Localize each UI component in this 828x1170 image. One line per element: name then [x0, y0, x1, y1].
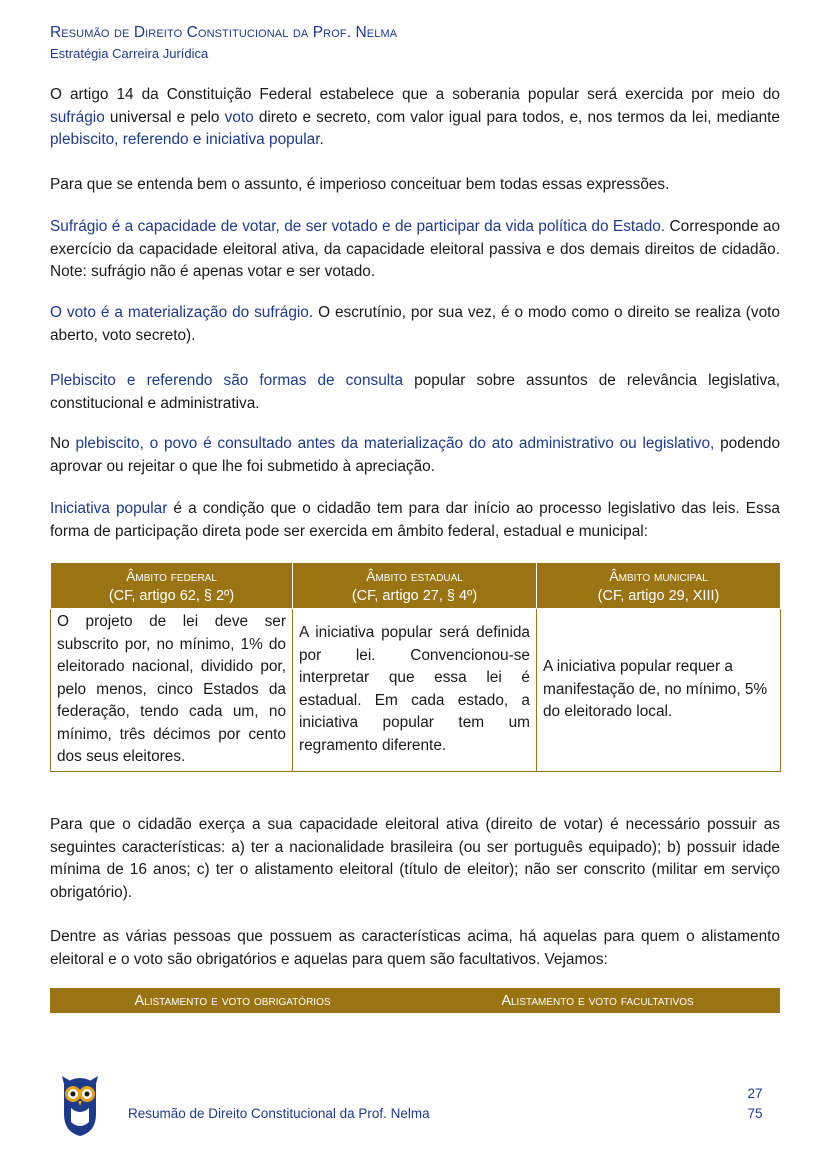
header-title-municipal: Âmbito municipal	[609, 568, 708, 584]
highlight-voto: voto	[224, 108, 254, 126]
header-estadual	[293, 563, 537, 609]
paragraph-sufragio	[50, 216, 780, 284]
header-title: Resumão de Direito Constitucional da Prof. Nelma	[50, 24, 398, 41]
text: podendo aprovar ou rejeitar o que lhe foi submetido à apreciação.	[50, 435, 781, 475]
text: .	[319, 131, 324, 148]
header-subtitle: Estratégia Carreira Jurídica	[50, 46, 209, 61]
paragraph-conceituar: Para que se entenda bem o assunto, é imperioso conceituar bem todas essas expressões.	[50, 176, 670, 193]
paragraph-plebiscito	[50, 433, 780, 478]
header-federal	[51, 563, 293, 609]
text: O artigo 14 da Constituição Federal estabelece que a soberania popular será exercida por meio do	[50, 86, 780, 103]
paragraph-artigo-14	[50, 84, 780, 152]
text: popular sobre assuntos de relevância legislativa, constitucional e administrativa.	[50, 372, 780, 412]
owl-logo-icon	[60, 1074, 100, 1136]
paragraph-voto	[50, 302, 780, 347]
paragraph-iniciativa	[50, 498, 780, 543]
highlight-consulta: Plebiscito e referendo são formas de consulta	[50, 372, 404, 389]
page-total: 75	[747, 1106, 763, 1121]
ambito-table	[50, 562, 781, 772]
text: . O escrutínio, por sua vez, é o modo como o direito se realiza (voto aberto, voto secreto).	[50, 304, 780, 344]
header-municipal	[537, 563, 781, 609]
header-ref-federal: (CF, artigo 62, § 2º)	[108, 588, 235, 604]
header-title-estadual: Âmbito estadual	[366, 568, 463, 584]
header-ref-municipal: (CF, artigo 29, XIII)	[597, 588, 720, 604]
band-facultativos: Alistamento e voto facultativos	[501, 992, 694, 1009]
paragraph-capacidade-eleitoral: Para que o cidadão exerça a sua capacidade eleitoral ativa (direito de votar) é necessário possuir as seguintes características: a) ter a nacionalidade brasileira (ou ser português equipado); b) possuir idade mínima de 16 anos; c) ter o alistamento eleitoral (título de eleitor); não ser conscrito (militar em serviço obrigatório).	[50, 816, 780, 901]
highlight-iniciativa: Iniciativa popular	[50, 500, 168, 517]
paragraph-vejamos: Dentre as várias pessoas que possuem as características acima, há aquelas para quem o alistamento eleitoral e o voto são obrigatórios e aquelas para quem são facultativos. Vejamos:	[50, 928, 780, 968]
cell-municipal: A iniciativa popular requer a manifestação de, no mínimo, 5% do eleitorado local.	[537, 609, 781, 772]
table-header-row	[51, 563, 781, 609]
highlight-sufragio: sufrágio	[50, 108, 105, 126]
page-number: 27	[747, 1086, 763, 1101]
alistamento-band	[50, 988, 780, 1013]
band-obrigatorios: Alistamento e voto obrigatórios	[134, 992, 331, 1009]
cell-federal: O projeto de lei deve ser subscrito por, no mínimo, 1% do eleitorado nacional, dividido por, pelo menos, cinco Estados da federação, tendo cada um, no mínimo, três décimos por cento dos seus eleitores.	[51, 609, 293, 772]
text: universal e pelo	[104, 108, 225, 126]
text: No	[50, 435, 76, 452]
text: direto e secreto, com valor igual para todos, e, nos termos da lei, mediante	[253, 108, 780, 126]
text: é a condição que o cidadão tem para dar início ao processo legislativo das leis. Essa forma de participação direta pode ser exercida em âmbito federal, estadual e municipal:	[50, 500, 780, 540]
header-title-federal: Âmbito federal	[126, 568, 217, 584]
highlight-plebiscito-def: plebiscito, o povo é consultado antes da materialização do ato administrativo ou legislativo,	[75, 435, 715, 452]
text: Corresponde ao exercício da capacidade eleitoral ativa, da capacidade eleitoral passiva e dos demais direitos de cidadão. Note: sufrágio não é apenas votar e ser votado.	[50, 218, 780, 280]
table-row	[51, 609, 781, 772]
paragraph-plebiscito-referendo	[50, 370, 780, 415]
header-ref-estadual: (CF, artigo 27, § 4º)	[351, 588, 478, 604]
footer-title: Resumão de Direito Constitucional da Prof. Nelma	[128, 1106, 430, 1121]
highlight-plebiscito: plebiscito, referendo e iniciativa popular	[50, 131, 320, 148]
cell-estadual: A iniciativa popular será definida por lei. Convencionou-se interpretar que essa lei é estadual. Em cada estado, a iniciativa popular tem um regramento diferente.	[293, 609, 537, 772]
highlight-voto-def: O voto é a materialização do sufrágio	[50, 304, 309, 321]
highlight-sufragio-def: Sufrágio é a capacidade de votar, de ser votado e de participar da vida política do Estado.	[50, 218, 666, 235]
